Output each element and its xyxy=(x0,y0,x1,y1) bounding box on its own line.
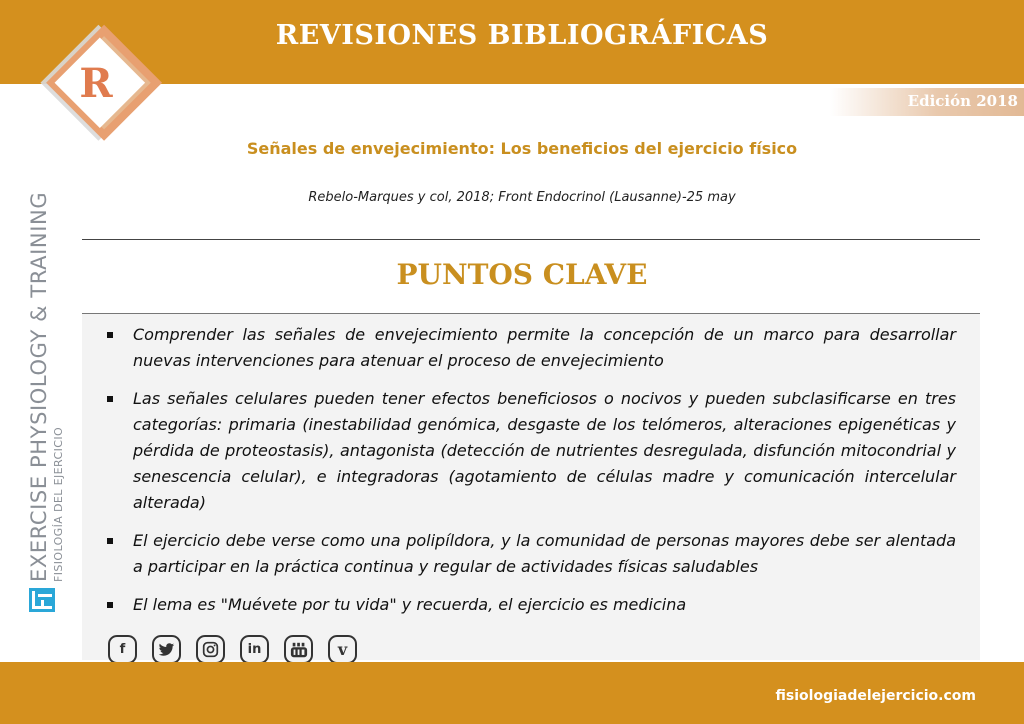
brand-subtitle: FISIOLOGÍA DEL EJERCICIO xyxy=(52,426,65,582)
bullet-square-icon xyxy=(107,396,113,402)
page-title: REVISIONES BIBLIOGRÁFICAS xyxy=(275,20,769,51)
bullet-square-icon xyxy=(107,538,113,544)
edition-band xyxy=(830,88,1024,116)
list-item xyxy=(106,386,956,516)
divider xyxy=(82,239,980,240)
article-citation: Rebelo-Marques y col, 2018; Front Endocrinol (Lausanne)-25 may xyxy=(308,190,736,205)
instagram-icon[interactable] xyxy=(196,635,225,664)
vimeo-icon[interactable] xyxy=(328,635,357,664)
social-links xyxy=(108,635,357,665)
brand-name: EXERCISE PHYSIOLOGY & TRAINING xyxy=(27,191,51,582)
bullet-square-icon xyxy=(107,602,113,608)
list-item xyxy=(106,528,956,580)
list-item xyxy=(106,592,956,618)
instagram-camera-shape xyxy=(202,641,219,658)
article-title: Señales de envejecimiento: Los beneficios del ejercicio físico xyxy=(246,139,798,158)
bullet-square-icon xyxy=(107,332,113,338)
twitter-icon[interactable] xyxy=(152,635,181,664)
brand-vertical xyxy=(27,192,71,612)
vimeo-glyph: v xyxy=(337,640,348,659)
brand-logo-icon xyxy=(29,588,55,612)
footer-bar xyxy=(0,662,1024,724)
facebook-icon[interactable] xyxy=(108,635,137,664)
twitter-bird-shape xyxy=(158,643,175,657)
linkedin-glyph: in xyxy=(247,642,262,657)
logo-letter: R xyxy=(79,60,113,107)
facebook-glyph: f xyxy=(119,642,126,657)
key-point-text: Las señales celulares pueden tener efectos beneficiosos o nocivos y pueden subclasificarse en tres categorías: primaria (inestabilidad genómica, desgaste de los telómeros, alteraciones epigenéticas y pérdida de proteostasis), antagonista (detección de nutrientes desregulada, disfunción mitocondrial y senescencia celular), e integradoras (agotamiento de células madre y comunicación intercelular alterada) xyxy=(133,389,956,512)
key-points-list xyxy=(106,322,956,630)
linkedin-icon[interactable] xyxy=(240,635,269,664)
key-points-heading: PUNTOS CLAVE xyxy=(396,258,648,291)
footer-website-link[interactable]: fisiologiadelejercicio.com xyxy=(775,688,976,704)
key-point-text: Comprender las señales de envejecimiento permite la concepción de un marco para desarrollar nuevas intervenciones para atenuar el proceso de envejecimiento xyxy=(133,325,956,370)
list-item xyxy=(106,322,956,374)
youtube-icon[interactable] xyxy=(284,635,313,664)
edition-label: Edición 2018 xyxy=(907,92,1018,110)
key-point-text: El ejercicio debe verse como una polipíldora, y la comunidad de personas mayores debe ser alentada a participar en la práctica continua y regular de actividades físicas saludables xyxy=(133,531,956,576)
key-point-text: El lema es "Muévete por tu vida" y recuerda, el ejercicio es medicina xyxy=(133,595,687,614)
youtube-shape xyxy=(290,641,308,659)
